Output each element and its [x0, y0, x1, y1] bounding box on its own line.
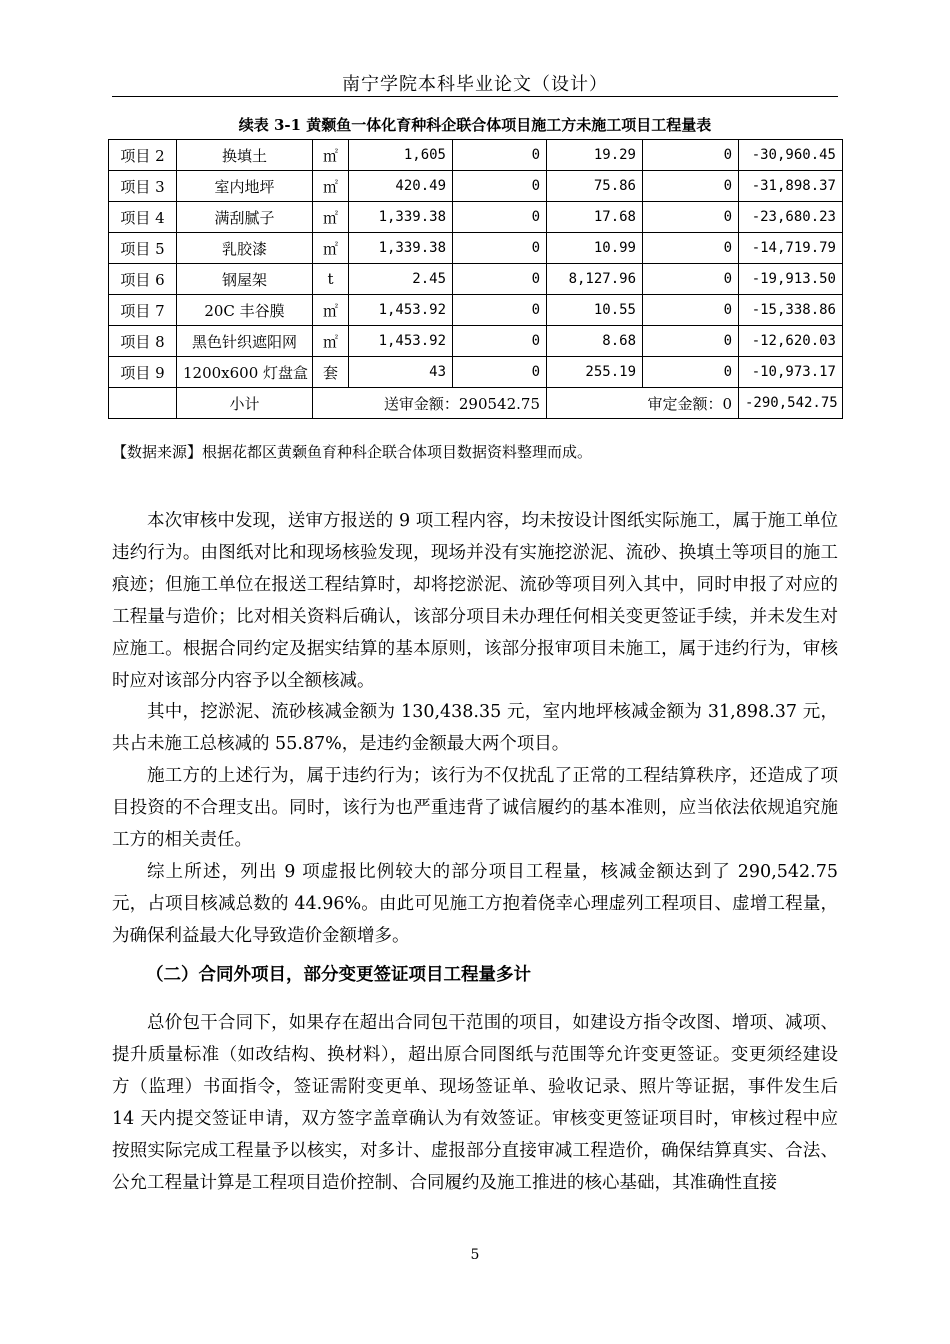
table-cell-amount2: 0 [643, 264, 739, 295]
table-cell-diff: -15,338.86 [739, 295, 843, 326]
page-number: 5 [470, 1247, 480, 1263]
table-cell-price: 75.86 [547, 171, 643, 202]
table-cell-item: 项目 9 [109, 357, 177, 388]
table-cell-name: 黑色针织遮阳网 [177, 326, 313, 357]
paragraph-1: 本次审核中发现，送审方报送的 9 项工程内容，均未按设计图纸实际施工，属于施工单位违约行为。由图纸对比和现场核验发现，现场并没有实施挖淤泥、流砂、换填土等项目的施工痕迹；但施工单位在报送工程结算时，却将挖淤泥、流砂等项目列入其中，同时申报了对应的工程量与造价；比对相关资料后确认，该部分项目未办理任何相关变更签证手续，并未发生对应施工。根据合同约定及据实结算的基本原则，该部分报审项目未施工，属于违约行为，审核时应对该部分内容予以全额核减。 [112, 511, 838, 691]
table-cell-unit: ㎡ [313, 171, 349, 202]
table-row [109, 140, 843, 171]
table-cell-unit: ㎡ [313, 140, 349, 171]
table-cell-qty2: 0 [453, 357, 547, 388]
table-cell-item: 项目 5 [109, 233, 177, 264]
table-cell-qty: 420.49 [349, 171, 453, 202]
table-cell-unit: ㎡ [313, 233, 349, 264]
section-subheading: （二）合同外项目，部分变更签证项目工程量多计 [146, 965, 531, 985]
table-caption: 续表 3-1 黄颡鱼一体化育种科企联合体项目施工方未施工项目工程量表 [238, 116, 712, 134]
table-cell-qty: 1,453.92 [349, 295, 453, 326]
table-cell-price: 8.68 [547, 326, 643, 357]
table-cell-amount2: 0 [643, 140, 739, 171]
table-cell-item: 项目 8 [109, 326, 177, 357]
table-cell-amount2: 0 [643, 202, 739, 233]
table-cell-name: 换填土 [177, 140, 313, 171]
table-row [109, 264, 843, 295]
subtotal-empty-cell [109, 388, 177, 419]
table-cell-unit: ㎡ [313, 295, 349, 326]
subtotal-approved: 审定金额：0 [547, 388, 739, 419]
table-cell-qty2: 0 [453, 202, 547, 233]
table-cell-unit: t [313, 264, 349, 295]
subtotal-submitted: 送审金额：290542.75 [313, 388, 547, 419]
paragraph-3: 施工方的上述行为，属于违约行为；该行为不仅扰乱了正常的工程结算秩序，还造成了项目投资的不合理支出。同时，该行为也严重违背了诚信履约的基本准则，应当依法依规追究施工方的相关责任。 [112, 766, 838, 850]
table-cell-unit: ㎡ [313, 326, 349, 357]
table-cell-price: 19.29 [547, 140, 643, 171]
table-cell-price: 255.19 [547, 357, 643, 388]
table-cell-diff: -31,898.37 [739, 171, 843, 202]
data-source-note: 【数据来源】根据花都区黄颡鱼育种科企联合体项目数据资料整理而成。 [112, 443, 593, 461]
table-cell-diff: -30,960.45 [739, 140, 843, 171]
table-cell-item: 项目 6 [109, 264, 177, 295]
paragraph-6: 工程量计算是工程项目造价控制、合同履约及施工推进的核心基础，其准确性直接 [147, 1173, 777, 1193]
table-cell-qty2: 0 [453, 264, 547, 295]
page-header-title: 南宁学院本科毕业论文（设计） [342, 74, 608, 95]
table-cell-amount2: 0 [643, 357, 739, 388]
table-cell-item: 项目 4 [109, 202, 177, 233]
table-cell-unit: 套 [313, 357, 349, 388]
table-cell-qty: 43 [349, 357, 453, 388]
table-cell-diff: -23,680.23 [739, 202, 843, 233]
subtotal-diff: -290,542.75 [739, 388, 843, 419]
table-cell-qty: 1,605 [349, 140, 453, 171]
table-row [109, 171, 843, 202]
quantity-table [108, 139, 843, 419]
table-cell-qty: 1,339.38 [349, 202, 453, 233]
table-row [109, 295, 843, 326]
paragraph-2: 其中，挖淤泥、流砂核减金额为 130,438.35 元，室内地坪核减金额为 31,898.37 元，共占未施工总核减的 55.87%，是违约金额最大两个项目。 [112, 702, 838, 754]
table-cell-price: 10.99 [547, 233, 643, 264]
table-cell-diff: -14,719.79 [739, 233, 843, 264]
table-cell-name: 20C 丰谷膜 [177, 295, 313, 326]
table-cell-price: 8,127.96 [547, 264, 643, 295]
table-cell-item: 项目 2 [109, 140, 177, 171]
table-cell-name: 钢屋架 [177, 264, 313, 295]
table-cell-name: 满刮腻子 [177, 202, 313, 233]
table-cell-diff: -12,620.03 [739, 326, 843, 357]
table-cell-qty: 2.45 [349, 264, 453, 295]
table-row [109, 357, 843, 388]
table-cell-amount2: 0 [643, 171, 739, 202]
paragraph-4: 综上所述，列出 9 项虚报比例较大的部分项目工程量，核减金额达到了 290,542.75 元，占项目核减总数的 44.96%。由此可见施工方抱着侥幸心理虚列工程项目、虚增工程量，为确保利益最大化导致造价金额增多。 [112, 862, 838, 946]
paragraph-5: 总价包干合同下，如果存在超出合同包干范围的项目，如建设方指令改图、增项、减项、提升质量标准（如改结构、换材料），超出原合同图纸与范围等允许变更签证。变更须经建设方（监理）书面指令，签证需附变更单、现场签证单、验收记录、照片等证据，事件发生后 14 天内提交签证申请，双方签字盖章确认为有效签证。审核变更签证项目时，审核过程中应按照实际完成工程量予以核实，对多计、虚报部分直接审减工程造价，确保结算真实、合法、公允 [112, 1013, 838, 1193]
table-cell-amount2: 0 [643, 326, 739, 357]
table-cell-qty2: 0 [453, 295, 547, 326]
table-cell-diff: -10,973.17 [739, 357, 843, 388]
table-cell-unit: ㎡ [313, 202, 349, 233]
table-row [109, 326, 843, 357]
table-row [109, 233, 843, 264]
table-cell-price: 17.68 [547, 202, 643, 233]
table-cell-amount2: 0 [643, 233, 739, 264]
table-cell-qty2: 0 [453, 233, 547, 264]
table-cell-qty2: 0 [453, 171, 547, 202]
table-cell-name: 1200x600 灯盘盒 [177, 357, 313, 388]
table-cell-diff: -19,913.50 [739, 264, 843, 295]
table-cell-item: 项目 3 [109, 171, 177, 202]
table-cell-qty2: 0 [453, 326, 547, 357]
header-divider [112, 96, 838, 97]
table-cell-amount2: 0 [643, 295, 739, 326]
table-body [109, 140, 843, 419]
table-cell-item: 项目 7 [109, 295, 177, 326]
table-cell-price: 10.55 [547, 295, 643, 326]
table-cell-name: 室内地坪 [177, 171, 313, 202]
subtotal-row [109, 388, 843, 419]
subtotal-label: 小计 [177, 388, 313, 419]
table-cell-qty2: 0 [453, 140, 547, 171]
table-cell-name: 乳胶漆 [177, 233, 313, 264]
table-row [109, 202, 843, 233]
table-cell-qty: 1,453.92 [349, 326, 453, 357]
table-cell-qty: 1,339.38 [349, 233, 453, 264]
